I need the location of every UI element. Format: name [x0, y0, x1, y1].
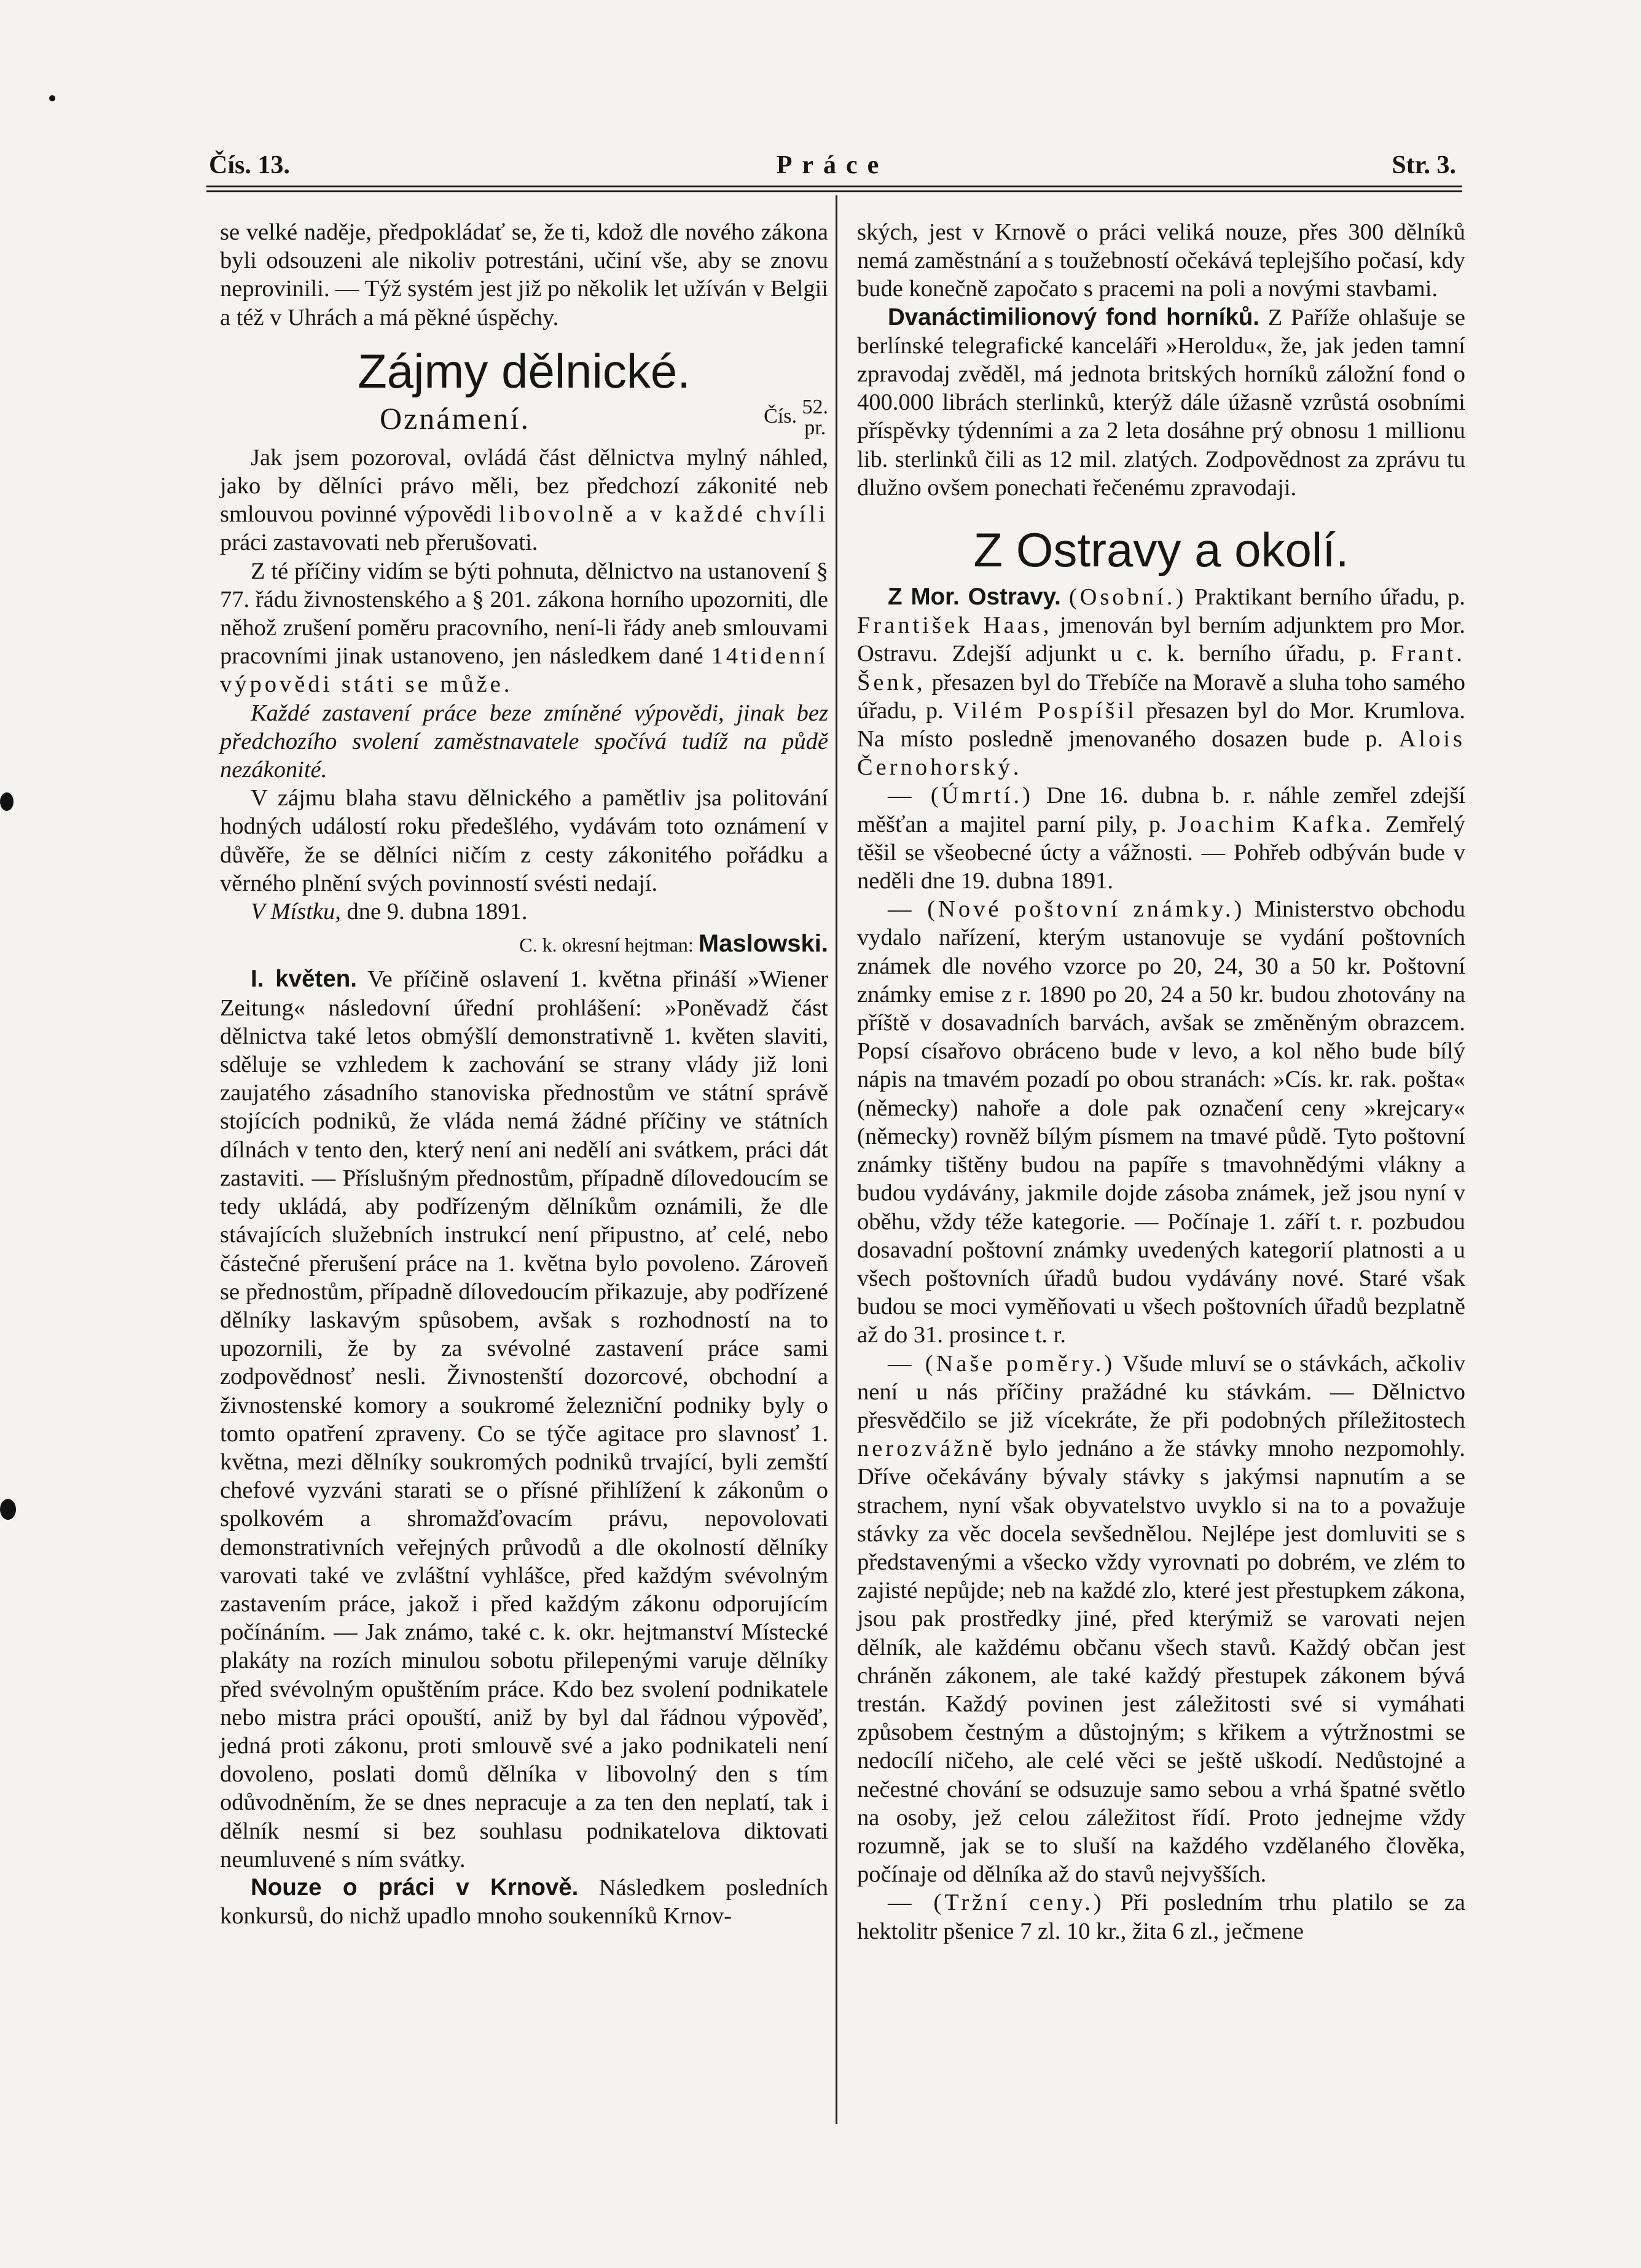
right-column [857, 218, 1465, 1945]
paragraph: Z té příčiny vidím se býti pohnuta, dělnictvo na ustanovení § 77. řádu živnostenského a § 201. zákona horního upozorniti, dle něhož zrušení poměru pracovního, není-li řády aneb smlouvami pracovními jinak ustanoveno, jen následkem dané 14tidenní výpovědi státi se může. [220, 558, 828, 698]
signature: C. k. okresní hejtman: Maslowski. [519, 930, 828, 958]
section-title: Zájmy dělnické. [358, 343, 691, 398]
paragraph: V zájmu blaha stavu dělnického a pamětliv jsa politování hodných událostí roku předešlého, vydávám toto oznámení v důvěře, že se dělníci ničím z cesty zákonitého pořádku a věrného plnění svých povinností svésti nedají. [220, 785, 828, 896]
issue-number: Čís. 13. [209, 151, 290, 179]
binding-hole-mark [0, 792, 14, 811]
reference-number: Čís. 52. pr. [764, 395, 828, 439]
header-rule-top [206, 186, 1462, 187]
news-item: Z Mor. Ostravy. (Osobní.) Praktikant berního úřadu, p. František Haas, jmenován byl berním adjunktem pro Mor. Ostravu. Zdejší adjunkt u c. k. berního úřadu, p. Frant. Šenk, přesazen byl do Třebíče na Moravě a sluha toho samého úřadu, p. Vilém Pospíšil přesazen byl do Mor. Krumlova. Na místo posledně jmenovaného dosazen bude p. Alois Černohorský. [857, 584, 1466, 781]
news-item: Nouze o práci v Krnově. Následkem posledních konkursů, do nichž upadlo mnoho soukenníků Krnov- [220, 1874, 829, 1930]
news-item: — (Nové poštovní známky.) Ministerstvo obchodu vydalo nařízení, kterým ustanovuje se vydání poštovních známek dle nového vzorce po 20, 24, 30 a 50 kr. Poštovní známky emise z r. 1890 po 20, 24 a 50 kr. budou zhotovány na příště v dosavadních barvách, avšak se změněným obrazcem. Popsí císařovo obráceno bude v levo, a kol něho bude bílý nápis na tmavém pozadí po obou stranách: »Cís. kr. rak. pošta« (německy) nahoře a dole pak označení ceny »krejcary« (německy) rovněž bílým písmem na tmavé půdě. Tyto poštovní známky tištěny budou na papíře s tmavohnědými vlákny a budou vydávány, jakmile dojde zásoba známek, jež jsou nyní v oběhu, vždy téže kategorie. — Počínaje 1. září t. r. pozbudou dosavadní poštovní známky uvedených kategorií platnosti a u všech poštovních úřadů budou vydávány nové. Staré však budou se moci vyměňovati u všech poštovních úřadů bezplatně až do 31. prosince t. r. [857, 896, 1465, 1348]
news-item: — (Tržní ceny.) Při posledním trhu platilo se za hektolitr pšenice 7 zl. 10 kr., žita 6 zl., ječmene [857, 1890, 1466, 1944]
ink-speck [49, 95, 55, 101]
news-item: Dvanáctimilionový fond horníků. Z Paříže ohlašuje se berlínské telegrafické kanceláři »Heroldu«, že, jak jeden tamní zpravodaj zvěděl, má jednota britských horníků záložní fond o 400.000 librách sterlinků, kterýž dále úžasně vzrůstá osobními příspěvky týdenními a za 2 leta dosáhne prý obnosu 1 millionu lib. sterlinků čili as 12 mil. zlatých. Zodpovědnost za zprávu tu dlužno ovšem ponechati řečenému zpravodaji. [857, 303, 1466, 501]
announcement-heading [220, 395, 828, 441]
paragraph: se velké naděje, předpokládať se, že ti, kdož dle nového zákona byli odsouzeni ale nikoliv potrestáni, učiní vše, aby se znovu neprovinili. — Týž systém jest již po několik let užíván v Belgii a též v Uhrách a má pěkné úspěchy. [220, 219, 828, 330]
news-item: I. květen. Ve příčině oslavení 1. května přináší »Wiener Zeitung« následovní úřední prohlášení: »Poněvadž část dělnictva také letos obmýšlí demonstrativně 1. květen slaviti, sděluje se vzhledem k zachování se strany vlády již loni zaujatého zásadního stanoviska přednostům ve státní správě stojících podniků, že vláda nemá žádné příčiny ve státních dílnách v tento den, který není ani nedělí ani svátkem, práci dát zastaviti. — Příslušným přednostům, případně dílovedoucím se tedy ukládá, aby podřízeným dělníkům oznámili, že dle stávajících služebních instrukcí není připustno, ať celé, nebo částečné přerušení práce na 1. května bylo povoleno. Zároveň se přednostům, případně dílovedoucím přikazuje, aby podřízené dělníky laskavým spůsobem, avšak s rozhodností na to upozornili, že by za svévolné zastavení práce sami zodpovědnosť nesli. Živnostenští dozorcové, obchodní a živnostenské komory a soukromé železniční podniky byly o tomto opatření zpraveny. Co se týče agitace pro slavnosť 1. května, mezi dělníky soukromých podniků trvající, byli zemští chefové vyzváni starati se o přísné přihlížení k zákonům o spolkovém a shromažďovacím právu, nepovolovati demonstrativních veřejných průvodů a dle okolností dělníky varovati také ve zvláštní vyhlášce, před každým svévolným zastavením práce, jakož i před každým zákonu odporujícím počínáním. — Jak známo, také c. k. okr. hejtmanství Místecké plakáty na rozích minulou sobotu přilepenými varuje dělníky před svévolným opuštěním práce. Kdo bez svolení podnikatele nebo mistra práci opouští, aniž by byl dal řádnou výpověď, jedná proti zákonu, proti smlouvě své a jako podnikateli není dovoleno, poslati domů dělníka v libovolný den s tím odůvodněním, že se dnes nepracuje a za ten den neplatí, tak i dělník nesmí si bez souhlasu podnikatelova diktovati neumluvené s ním svátky. [220, 966, 828, 1872]
page-header [209, 151, 1456, 186]
italic-paragraph: Každé zastavení práce beze zmíněné výpovědi, jinak bez předchozího svolení zaměstnavatele spočívá tudíž na půdě nezákonité. [220, 700, 828, 783]
column-divider [836, 195, 837, 2124]
newspaper-title: Práce [776, 151, 889, 179]
left-column [220, 218, 828, 1930]
announcement-title: Oznámení. [380, 401, 530, 436]
paragraph: ských, jest v Krnově o práci veliká nouze, přes 300 dělníků nemá zaměstnání a s toužebností očekává teplejšího počasí, kdy bude konečně započato s pracemi na poli a novými stavbami. [857, 219, 1465, 302]
news-item: — (Úmrtí.) Dne 16. dubna b. r. náhle zemřel zdejší měšťan a majitel parní pily, p. Joachim Kafka. Zemřelý těšil se všeobecné úcty a vážnosti. — Pohřeb odbýván bude v neděli dne 19. dubna 1891. [857, 783, 1466, 894]
dateline: V Místku, dne 9. dubna 1891. [251, 899, 528, 925]
page-number: Str. 3. [1392, 151, 1456, 179]
binding-hole-mark [0, 1499, 16, 1520]
section-title: Z Ostravy a okolí. [973, 523, 1349, 577]
paragraph: Jak jsem pozoroval, ovládá část dělnictva mylný náhled, jako by dělníci právo měli, bez předchozí zákonité neb smlouvou povinné výpovědi libovolně a v každé chvíli práci zastavovati neb přerušovati. [220, 444, 828, 556]
news-item: — (Naše poměry.) Všude mluví se o stávkách, ačkoliv není u nás příčiny pražádné ku stávkám. — Dělnictvo přesvědčilo se již vícekráte, že při podobných příležitostech nerozvážně bylo jednáno a že stávky mnoho nezpomohly. Dříve očekávány bývaly stávky s jakýmsi napnutím a se strachem, nyní však obyvatelstvo uvyklo si na to a považuje stávky za věc docela sevšednělou. Nejlépe jest domluviti se s představenými a všecko vždy vyrovnati po dobrém, ve zlém to zajisté nepůjde; neb na každé zlo, které jest přestupkem zákona, jsou pak prostředky jiné, před kterýmiž se varovati nejen dělník, ale každému občanu všech stavů. Každý občan jest chráněn zákonem, ale také každý přestupek zákonem bývá trestán. Každý povinen jest záležitosti své si vymáhati způsobem čestným a důstojným; s křikem a výtržnostmi se nedocílí ničeho, ale celé věci se ještě uškodí. Nedůstojné a nečestné chování se odsuzuje samo sebou a vrhá špatné světlo na osoby, jež celou záležitost řídí. Proto jednejme vždy rozumně, jak se to sluší na každého vzdělaného člověka, počínaje od dělníka až do stavů nejvyšších. [857, 1350, 1465, 1888]
header-rule-bottom [206, 190, 1462, 192]
